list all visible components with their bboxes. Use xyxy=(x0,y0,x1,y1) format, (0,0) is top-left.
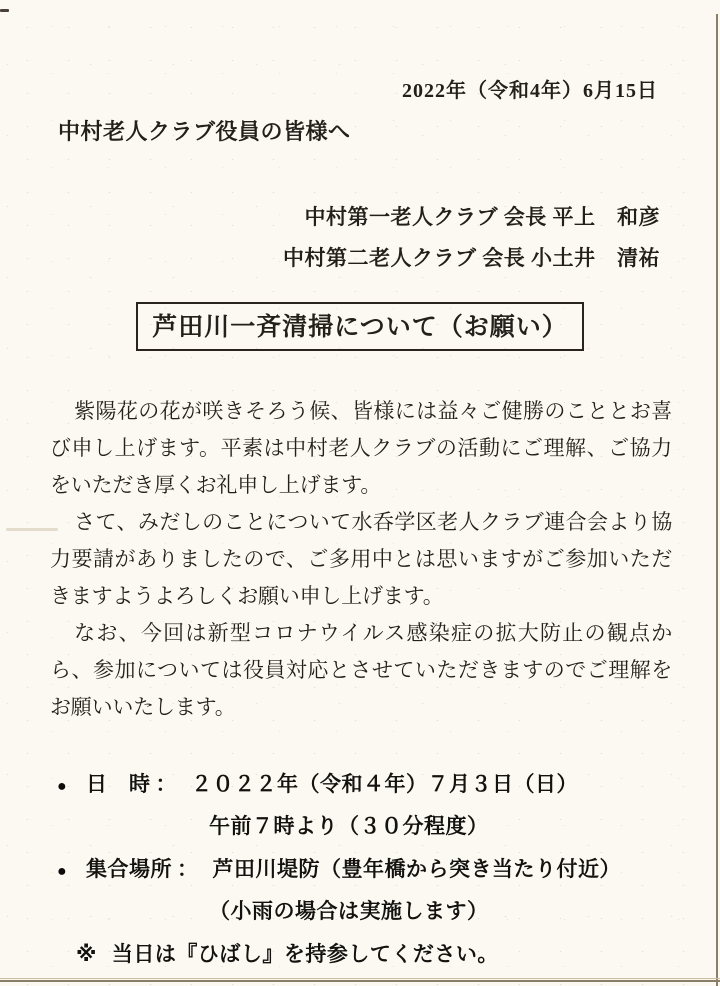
document-title: 芦田川一斉清掃について（お願い） xyxy=(136,302,584,351)
bullet-icon: ● xyxy=(57,863,68,880)
detail-label-place: 集合場所 xyxy=(86,858,172,881)
date-line: 2022年（令和4年）6月15日 xyxy=(402,80,658,102)
event-details xyxy=(0,772,720,967)
body-paragraph-2: さて、みだしのことについて水呑学区老人クラブ連合会より協力要請がありましたので、ご多用中とは思いますがご参加いただきますようよろしくお願い申し上げます。 xyxy=(50,510,672,608)
bullet-icon: ● xyxy=(57,778,68,795)
note-marker: ※ xyxy=(76,943,97,966)
sender-block xyxy=(0,197,720,279)
detail-colon: ： xyxy=(155,773,177,796)
detail-sub-datetime: 午前７時より（３０分程度） xyxy=(209,815,489,838)
detail-label-datetime: 日 時 xyxy=(86,773,151,796)
detail-sub-place: （小雨の場合は実施します） xyxy=(209,900,489,923)
title-wrap xyxy=(0,302,720,351)
scan-edge-bottom xyxy=(0,980,720,982)
detail-row-datetime xyxy=(57,772,720,799)
scan-edge-right xyxy=(716,14,718,986)
scan-artifact-speck xyxy=(0,9,9,12)
body-paragraph-3: なお、今回は新型コロナウイルス感染症の拡大防止の観点から、参加については役員対応とさせていただきますのでご理解をお願いいたします。 xyxy=(50,621,672,719)
detail-colon: ： xyxy=(177,858,199,881)
detail-row-place xyxy=(57,857,720,884)
scan-edge-bottom-light xyxy=(0,978,720,979)
sender-line-2: 中村第二老人クラブ 会長 小土井 清祐 xyxy=(283,246,660,270)
addressee-line: 中村老人クラブ役員の皆様へ xyxy=(58,119,351,144)
detail-value-datetime: ２０２２年（令和４年）７月３日（日） xyxy=(191,773,578,796)
body-paragraph-1: 紫陽花の花が咲きそろう候、皆様には益々ご健勝のこととお喜び申し上げます。平素は中村老人クラブの活動にご理解、ご協力をいただき厚くお礼申し上げます。 xyxy=(50,399,672,497)
letter-body xyxy=(50,393,672,726)
detail-value-place: 芦田川堤防（豊年橋から突き当たり付近） xyxy=(212,858,621,881)
note-row xyxy=(57,942,720,967)
sender-line-1: 中村第一老人クラブ 会長 平上 和彦 xyxy=(304,205,660,229)
note-text: 当日は『ひばし』を持参してください。 xyxy=(111,943,499,966)
scan-artifact-smudge xyxy=(6,528,58,531)
